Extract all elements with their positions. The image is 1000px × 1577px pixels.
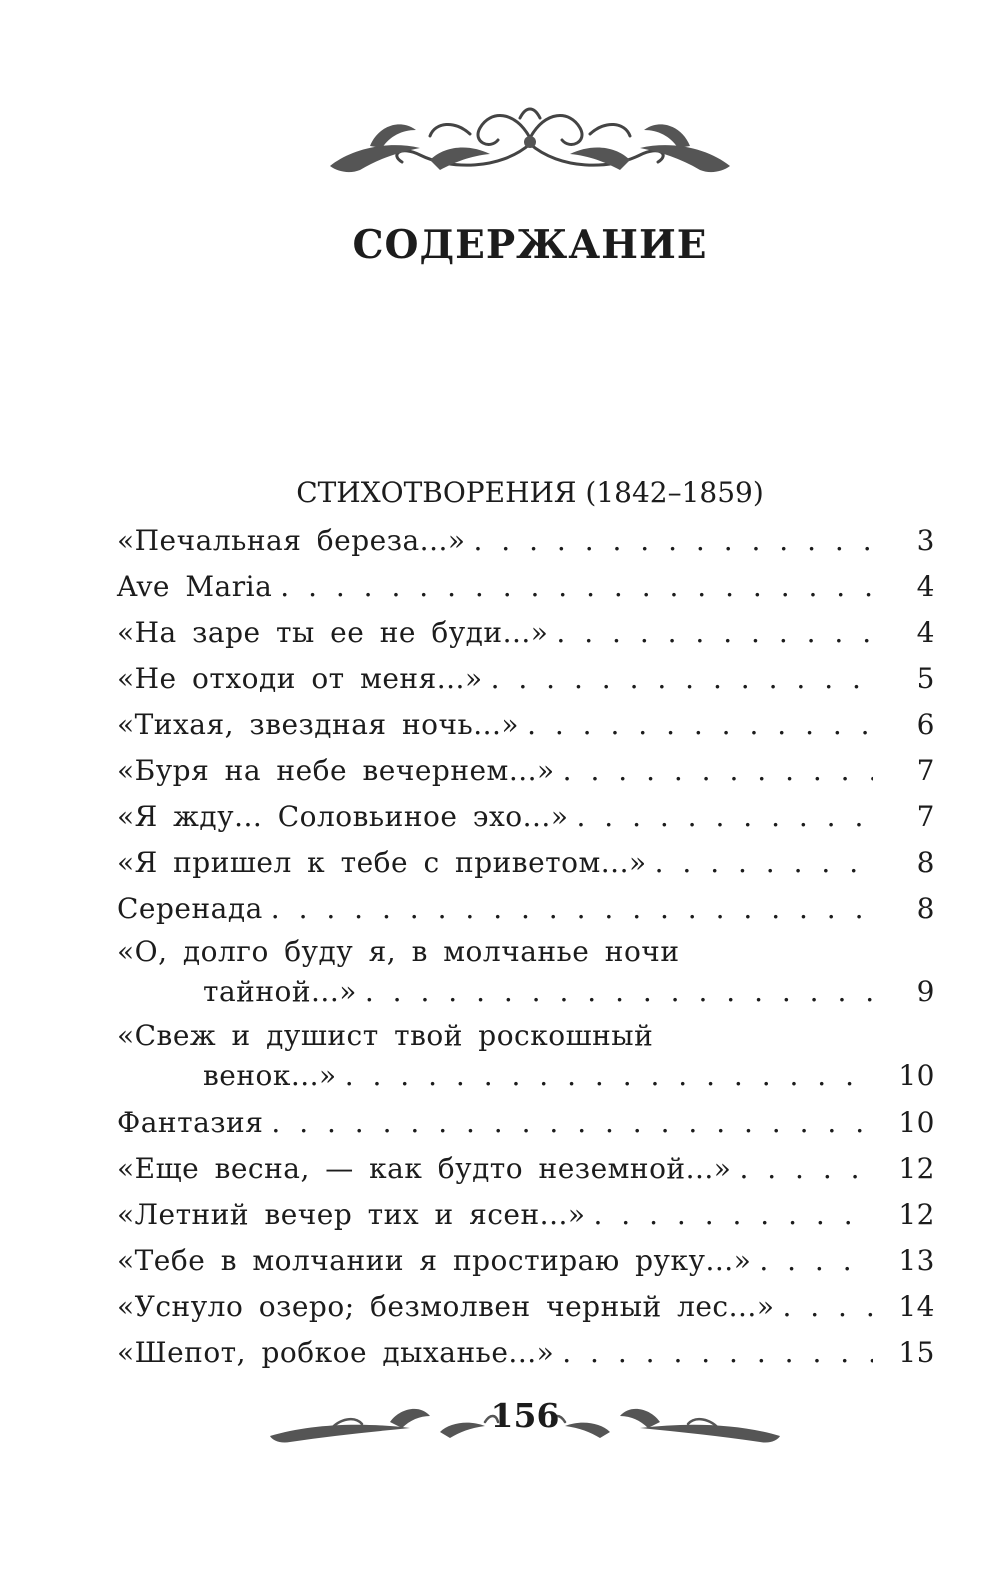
dot-leader — [280, 564, 873, 610]
toc-page-number: 12 — [898, 1198, 935, 1231]
dot-leader — [562, 1330, 873, 1376]
toc-page-number: 5 — [916, 662, 935, 695]
toc-entry — [117, 518, 935, 564]
dot-leader — [563, 748, 873, 794]
toc-entry-title: «Печальная береза...» — [117, 524, 466, 557]
toc-entry — [117, 1238, 935, 1284]
toc-page-number: 13 — [898, 1244, 935, 1277]
dot-leader — [474, 518, 874, 564]
toc-entry-title: «Тихая, звездная ночь...» — [117, 708, 520, 741]
toc-entry-title: «Не отходи от меня...» — [117, 662, 483, 695]
toc-entry-title: «Я пришел к тебе с приветом...» — [117, 846, 647, 879]
toc-entry-title-continued: венок...» — [203, 1059, 337, 1092]
toc-page-number: 7 — [916, 754, 935, 787]
dot-leader — [655, 840, 873, 886]
toc-page-number: 4 — [916, 616, 935, 649]
toc-entry-title: «На заре ты ее не буди...» — [117, 616, 549, 649]
toc-entry-title: «Шепот, робкое дыханье...» — [117, 1336, 555, 1369]
toc-entry-title: «Буря на небе вечернем...» — [117, 754, 555, 787]
toc-page-number: 7 — [916, 800, 935, 833]
toc-entry-title: «Тебе в молчании я простираю руку...» — [117, 1244, 752, 1277]
toc-page-number: 10 — [898, 1059, 935, 1092]
dot-leader — [365, 972, 873, 1012]
dot-leader — [271, 1100, 873, 1146]
toc-entry — [117, 1100, 935, 1146]
dot-leader — [782, 1284, 873, 1330]
toc-page-number: 9 — [916, 975, 935, 1008]
toc-entry — [117, 1146, 935, 1192]
toc-entry-title: «Еще весна, — как будто неземной...» — [117, 1152, 732, 1185]
dot-leader — [576, 794, 873, 840]
toc-entry-title: «Уснуло озеро; безмолвен черный лес...» — [117, 1290, 775, 1323]
toc-page-number: 6 — [916, 708, 935, 741]
toc-entry — [117, 1192, 935, 1238]
toc-entry — [117, 1016, 935, 1100]
dot-leader — [345, 1056, 873, 1096]
ornament-flourish-icon — [330, 100, 730, 182]
toc-page-number: 10 — [898, 1106, 935, 1139]
page-title: СОДЕРЖАНИЕ — [352, 222, 708, 268]
toc-entry — [117, 656, 935, 702]
dot-leader — [271, 886, 873, 932]
toc-entry — [117, 610, 935, 656]
toc-entry-title: «Свеж и душист твой роскошный — [117, 1019, 654, 1052]
toc-entry — [117, 748, 935, 794]
dot-leader — [491, 656, 873, 702]
dot-leader — [759, 1238, 873, 1284]
section-heading: СТИХОТВОРЕНИЯ (1842–1859) — [296, 476, 764, 509]
toc-entry — [117, 702, 935, 748]
table-of-contents — [117, 518, 935, 1376]
toc-entry-title: Серенада — [117, 892, 263, 925]
toc-page-number: 12 — [898, 1152, 935, 1185]
toc-entry — [117, 932, 935, 1016]
toc-entry — [117, 1330, 935, 1376]
toc-entry — [117, 840, 935, 886]
dot-leader — [527, 702, 873, 748]
toc-entry — [117, 794, 935, 840]
toc-entry-title: Ave Maria — [117, 570, 273, 603]
toc-entry-title: «Летний вечер тих и ясен...» — [117, 1198, 586, 1231]
toc-page-number: 8 — [916, 892, 935, 925]
toc-entry-title-continued: тайной...» — [203, 975, 357, 1008]
dot-leader — [556, 610, 873, 656]
toc-entry-title: «О, долго буду я, в молчанье ночи — [117, 935, 680, 968]
toc-entry-title: «Я жду... Соловьиное эхо...» — [117, 800, 569, 833]
page-number: 156 — [490, 1396, 560, 1435]
toc-entry — [117, 1284, 935, 1330]
toc-entry-title: Фантазия — [117, 1106, 264, 1139]
toc-entry — [117, 886, 935, 932]
page-footer — [270, 1392, 780, 1452]
toc-page-number: 3 — [916, 524, 935, 557]
toc-page-number: 14 — [898, 1290, 935, 1323]
toc-entry — [117, 564, 935, 610]
toc-page-number: 15 — [898, 1336, 935, 1369]
toc-page-number: 8 — [916, 846, 935, 879]
dot-leader — [594, 1192, 874, 1238]
dot-leader — [739, 1146, 873, 1192]
toc-page-number: 4 — [916, 570, 935, 603]
